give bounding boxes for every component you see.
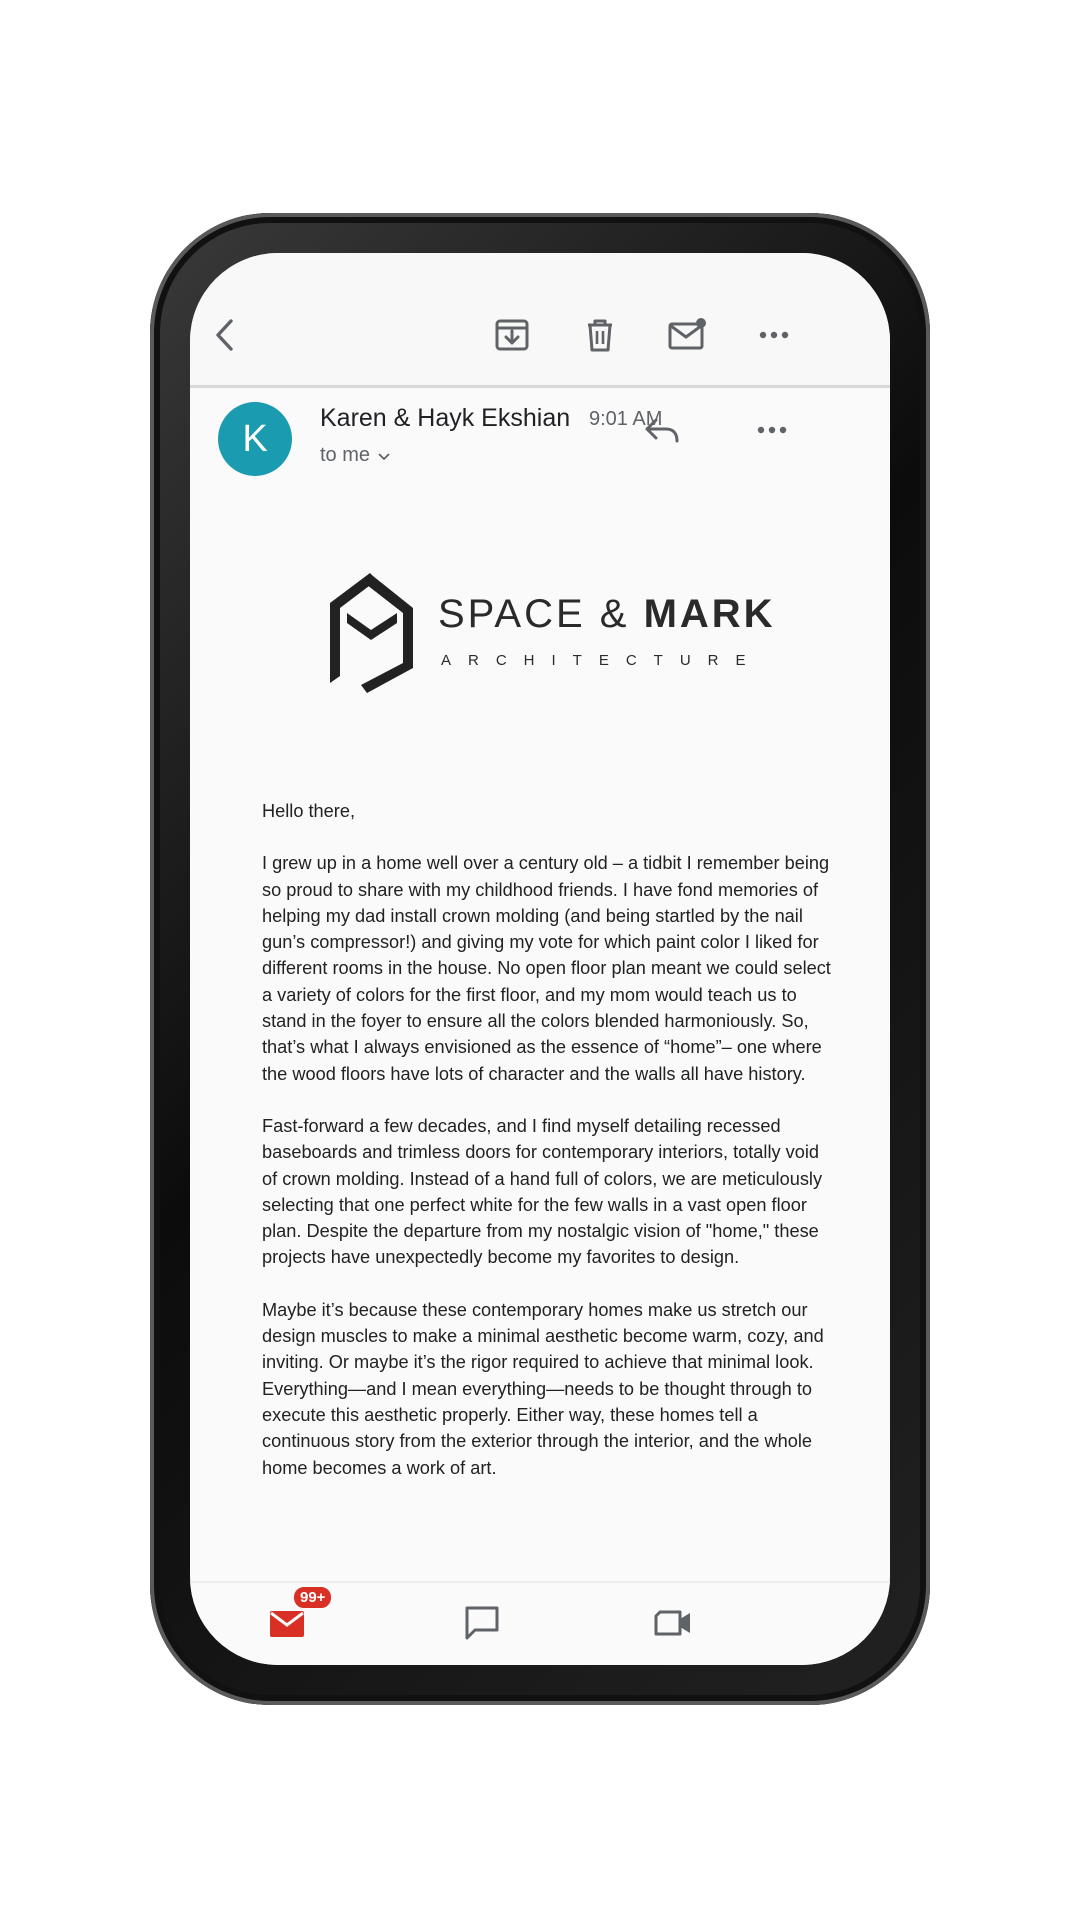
trash-icon [580,315,620,355]
paragraph-1: I grew up in a home well over a century old – a tidbit I remember being so proud to share with my childhood friends. I have fond memories of helping my dad install crown molding (and being startled by the nail gun’s compressor!) and giving my vote for which paint color I liked for different rooms in the house. No open floor plan meant we could select a variety of colors for the first floor, and my mom would teach us to stand in the foyer to ensure all the colors blended harmoniously. So, that’s what I always envisioned as the essence of “home”– one where the wood floors have lots of character and the walls all have history. [262,853,831,1084]
logo-ampersand: & [599,592,630,636]
mail-badge: 99+ [292,1585,333,1610]
action-bar [190,253,890,388]
chat-icon [462,1603,502,1643]
archive-button[interactable] [490,313,534,357]
phone-frame [150,213,930,1705]
chevron-down-icon [376,448,392,464]
email-time: 9:01 AM [589,408,663,430]
video-icon [652,1603,694,1643]
paragraph-2: Fast-forward a few decades, and I find myself detailing recessed baseboards and trimless doors for contemporary interiors, totally void of crown molding. Instead of a hand full of colors, we are meticulously selecting that one perfect white for the few walls in a vast open floor plan. Despite the departure from my nostalgic vision of "home," these projects have unexpectedly become my favorites to design. [262,1115,823,1268]
recipient-label: to me [320,444,371,466]
avatar[interactable]: K [218,402,292,476]
more-options-button[interactable] [752,313,796,357]
paragraph-3: Maybe it’s because these contemporary homes make us stretch our design muscles to make a minimal aesthetic become warm, cozy, and inviting. Or maybe it’s the rigor required to achieve that minimal look. Everything—and I mean everything—needs to be thought through to execute this aesthetic properly. Either way, these homes tell a continuous story from the exterior through the interior, and the whole home becomes a work of art. [262,1299,824,1478]
back-button[interactable] [204,313,248,357]
email-body [262,798,837,1507]
mail-unread-icon [667,315,707,355]
company-logo [325,568,776,698]
mark-unread-button[interactable] [665,313,709,357]
greeting: Hello there, [262,801,356,821]
reply-icon[interactable] [642,410,682,450]
delete-button[interactable] [578,313,622,357]
nav-chat[interactable] [460,1599,510,1643]
logo-mark-icon [325,568,417,693]
archive-icon [492,315,532,355]
nav-meet[interactable] [652,1599,702,1643]
bottom-navigation [190,1581,890,1665]
logo-name-bold: MARK [643,592,776,636]
sender-name: Karen & Hayk Ekshian [320,404,571,432]
more-horizontal-icon[interactable] [752,410,792,450]
email-header [190,388,890,498]
logo-name-light: SPACE [438,592,586,636]
nav-mail[interactable] [268,1589,326,1643]
chevron-left-icon [206,315,246,355]
recipient-toggle[interactable] [320,444,392,467]
more-horizontal-icon [754,315,794,355]
logo-title [438,592,776,637]
logo-subtitle: ARCHITECTURE [441,652,763,669]
phone-screen [190,253,890,1665]
